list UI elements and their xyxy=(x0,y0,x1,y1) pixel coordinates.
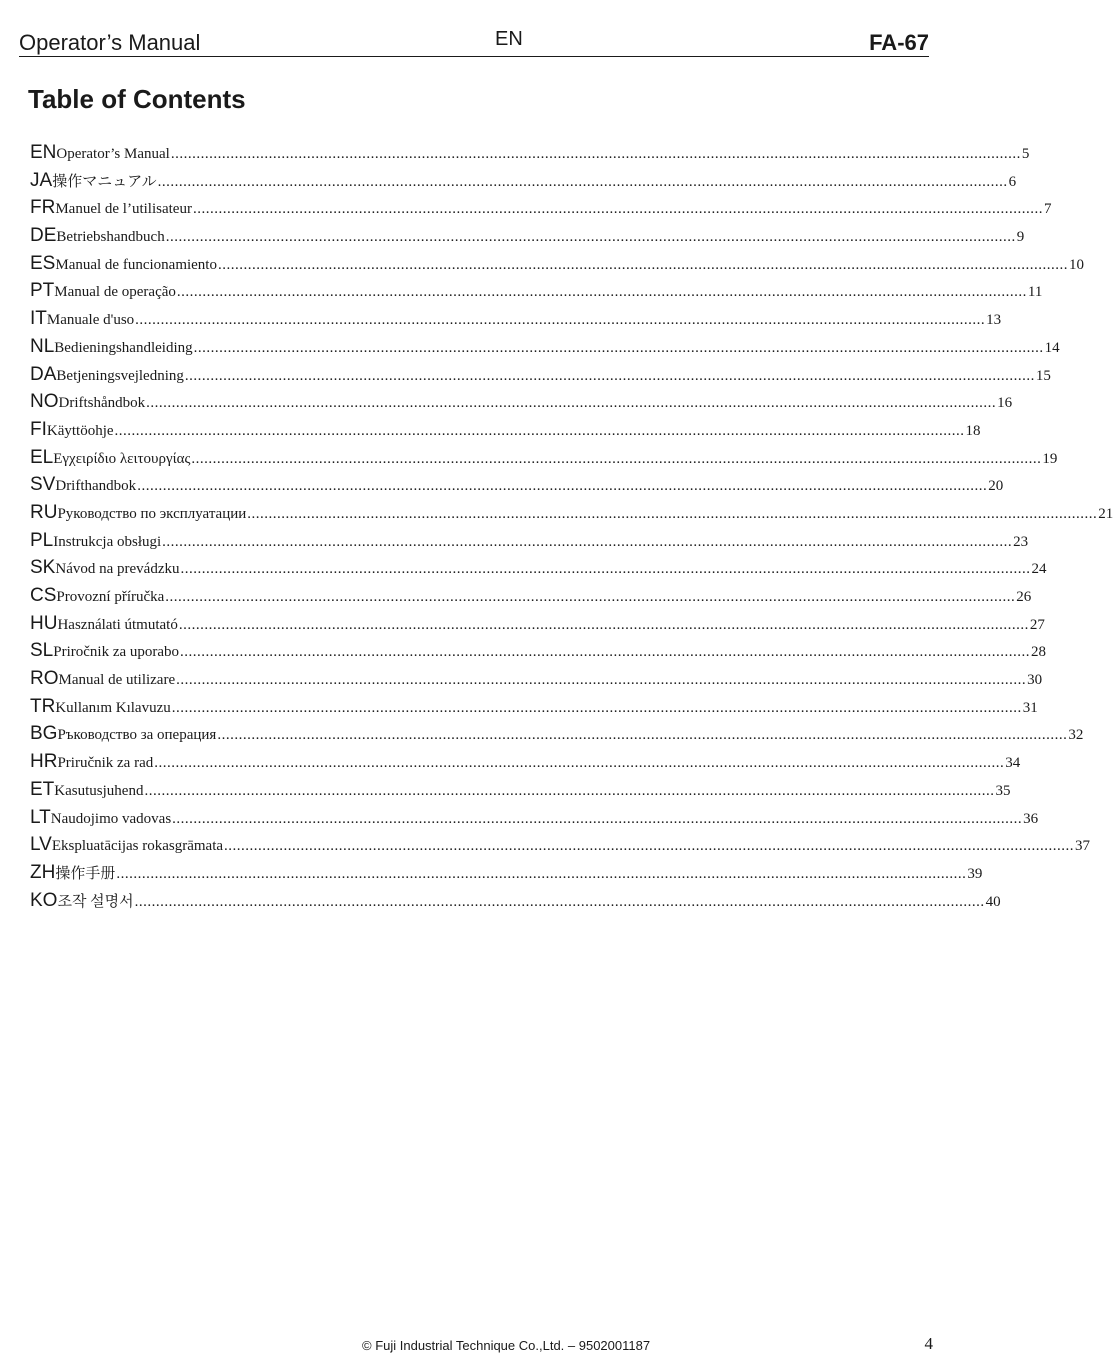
dot-leader xyxy=(135,312,985,329)
toc-entry[interactable] xyxy=(54,340,1059,357)
toc-page-number[interactable]: 6 xyxy=(1008,173,1017,190)
toc-entry-title[interactable]: Használati útmutató xyxy=(57,616,178,633)
toc-language-code: FR xyxy=(30,197,56,219)
dot-leader xyxy=(224,838,1074,855)
toc-page-number[interactable]: 15 xyxy=(1035,367,1051,384)
toc-entry-title[interactable]: 操作マニュアル xyxy=(52,173,157,190)
dot-leader xyxy=(172,700,1022,717)
toc-language-code: HR xyxy=(30,751,58,773)
toc-page-number[interactable]: 23 xyxy=(1013,533,1029,550)
toc-row[interactable] xyxy=(30,861,983,890)
dot-leader xyxy=(177,284,1027,301)
dot-leader xyxy=(194,340,1044,357)
toc-row[interactable] xyxy=(30,363,1051,392)
toc-entry-title[interactable]: Provozní příručka xyxy=(56,589,165,605)
toc-row[interactable] xyxy=(30,169,1017,198)
toc-row[interactable] xyxy=(30,529,1029,558)
toc-language-code: EL xyxy=(30,446,54,468)
toc-entry-title[interactable]: Bedieningshandleiding xyxy=(54,339,193,356)
toc-entry[interactable] xyxy=(54,783,1010,800)
toc-entry-title[interactable]: Ekspluatācijas rokasgrāmata xyxy=(51,838,224,855)
toc-entry[interactable] xyxy=(47,423,981,440)
toc-entry-title[interactable]: Руководство по эксплуатации xyxy=(57,505,247,522)
toc-entry[interactable] xyxy=(51,811,1038,828)
toc-entry-title[interactable]: 조작 설명서 xyxy=(57,893,134,910)
toc-entry[interactable] xyxy=(57,506,1113,523)
toc-entry[interactable] xyxy=(47,312,1001,329)
dot-leader xyxy=(172,811,1022,828)
toc-entry-title[interactable]: Manual de operação xyxy=(54,284,176,301)
toc-page-number[interactable]: 16 xyxy=(997,395,1013,412)
toc-heading: Table of Contents xyxy=(28,84,246,114)
toc-row[interactable] xyxy=(30,418,981,447)
toc-language-code: NL xyxy=(30,335,55,357)
toc-page-number[interactable]: 26 xyxy=(1016,589,1032,605)
dot-leader xyxy=(135,894,985,911)
toc-row[interactable] xyxy=(30,225,1025,253)
toc-language-code: CS xyxy=(30,585,57,606)
toc-entry-title[interactable]: Manual de funcionamiento xyxy=(55,256,217,273)
toc-entry[interactable] xyxy=(59,672,1043,689)
toc-page-number[interactable]: 31 xyxy=(1022,699,1038,716)
toc-language-code: IT xyxy=(30,308,47,330)
toc-entry[interactable] xyxy=(55,862,982,883)
model-number: FA-67 xyxy=(869,30,929,55)
toc-row[interactable] xyxy=(30,335,1060,364)
toc-entry[interactable] xyxy=(55,478,1003,495)
language-code: EN xyxy=(495,28,523,50)
toc-page-number[interactable]: 40 xyxy=(985,893,1001,910)
toc-entry[interactable] xyxy=(59,395,1013,412)
toc-page-number[interactable]: 7 xyxy=(1043,201,1052,218)
toc-entry[interactable] xyxy=(54,284,1042,301)
dot-leader xyxy=(191,451,1041,468)
toc-entry-title[interactable]: Εγχειρίδιο λειτουργίας xyxy=(53,450,191,467)
toc-language-code: LV xyxy=(30,834,52,856)
dot-leader xyxy=(180,644,1030,661)
toc-page-number[interactable]: 24 xyxy=(1031,561,1047,578)
toc-row[interactable] xyxy=(30,585,1032,613)
toc-page-number[interactable]: 36 xyxy=(1023,810,1039,827)
toc-entry[interactable] xyxy=(55,257,1084,274)
toc-row[interactable] xyxy=(30,142,1030,170)
dot-leader xyxy=(179,617,1029,634)
dot-leader xyxy=(165,589,1015,606)
toc-row[interactable] xyxy=(30,280,1043,308)
dot-leader xyxy=(154,755,1004,772)
toc-language-code: KO xyxy=(30,889,58,911)
toc-entry-title[interactable]: Instrukcja obsługi xyxy=(53,533,162,550)
dot-leader xyxy=(158,174,1008,191)
toc-page-number[interactable]: 9 xyxy=(1016,229,1025,246)
toc-page-number[interactable]: 35 xyxy=(995,782,1011,799)
toc-entry-title[interactable]: Käyttöohje xyxy=(46,422,114,439)
toc-row[interactable] xyxy=(30,197,1052,225)
toc-language-code: PT xyxy=(30,280,55,302)
toc-entry-title[interactable]: Driftshåndbok xyxy=(58,395,146,412)
toc-row[interactable] xyxy=(30,640,1047,668)
toc-entry[interactable] xyxy=(57,890,1000,911)
toc-language-code: PL xyxy=(30,529,54,551)
dot-leader xyxy=(116,866,966,883)
toc-row[interactable] xyxy=(30,695,1038,724)
dot-leader xyxy=(144,783,994,800)
toc-entry[interactable] xyxy=(56,368,1050,385)
toc-row[interactable] xyxy=(30,474,1004,502)
toc-entry-title[interactable]: Kullanım Kılavuzu xyxy=(55,699,171,716)
toc-entry[interactable] xyxy=(57,755,1020,772)
dot-leader xyxy=(217,727,1067,744)
toc-entry-title[interactable]: Betriebshandbuch xyxy=(56,229,165,246)
dot-leader xyxy=(247,506,1097,523)
toc-entry-title[interactable]: Manual de utilizare xyxy=(58,672,176,689)
dot-leader xyxy=(162,534,1012,551)
toc-language-code: EN xyxy=(30,142,57,163)
toc-entry[interactable] xyxy=(57,727,1083,744)
toc-page-number[interactable]: 30 xyxy=(1027,672,1043,689)
toc-entry[interactable] xyxy=(52,170,1016,191)
dot-leader xyxy=(176,672,1026,689)
dot-leader xyxy=(185,368,1035,385)
toc-row[interactable] xyxy=(30,501,1113,530)
table-of-contents xyxy=(30,142,1113,917)
toc-page-number[interactable]: 18 xyxy=(965,422,981,439)
toc-row[interactable] xyxy=(30,391,1013,419)
toc-language-code: RO xyxy=(30,668,59,690)
toc-entry-title[interactable]: Priručnik za rad xyxy=(57,755,154,772)
dot-leader xyxy=(180,561,1030,578)
toc-entry[interactable] xyxy=(52,838,1090,855)
toc-page-number[interactable]: 14 xyxy=(1044,339,1060,356)
toc-row[interactable] xyxy=(30,252,1084,281)
toc-row[interactable] xyxy=(30,668,1043,696)
toc-entry-title[interactable]: Návod na prevádzku xyxy=(55,561,180,578)
toc-page-number[interactable]: 11 xyxy=(1027,284,1043,301)
toc-page-number[interactable]: 34 xyxy=(1005,755,1021,772)
dot-leader xyxy=(146,395,996,412)
dot-leader xyxy=(193,201,1043,218)
toc-language-code: JA xyxy=(30,169,53,191)
toc-entry[interactable] xyxy=(57,617,1044,634)
toc-page-number[interactable]: 27 xyxy=(1029,616,1045,633)
toc-row[interactable] xyxy=(30,308,1002,336)
toc-page-number[interactable]: 19 xyxy=(1042,450,1058,467)
dot-leader xyxy=(218,257,1068,274)
toc-row[interactable] xyxy=(30,446,1058,475)
toc-language-code: TR xyxy=(30,695,56,717)
toc-entry-title[interactable]: Priročnik za uporabo xyxy=(53,644,180,661)
toc-entry-title[interactable]: Manuale d'uso xyxy=(46,312,135,329)
toc-entry[interactable] xyxy=(53,644,1046,661)
toc-page-number[interactable]: 28 xyxy=(1031,644,1047,661)
toc-entry[interactable] xyxy=(55,201,1051,218)
dot-leader xyxy=(137,478,987,495)
toc-language-code: ET xyxy=(30,778,55,800)
toc-entry-title[interactable]: Kasutusjuhend xyxy=(54,782,144,799)
dot-leader xyxy=(166,229,1016,246)
toc-language-code: ES xyxy=(30,252,56,274)
dot-leader xyxy=(171,146,1021,163)
toc-row[interactable] xyxy=(30,834,1091,862)
toc-entry-title[interactable]: Drifthandbok xyxy=(55,478,137,495)
page-number: 4 xyxy=(924,1334,933,1353)
toc-language-code: ZH xyxy=(30,861,56,883)
toc-entry-title[interactable]: Ръководство за операция xyxy=(57,727,217,744)
toc-row[interactable] xyxy=(30,806,1039,835)
toc-entry[interactable] xyxy=(56,229,1024,246)
toc-row[interactable] xyxy=(30,612,1045,641)
toc-entry-title[interactable]: Operator’s Manual xyxy=(56,146,170,162)
toc-row[interactable] xyxy=(30,557,1047,585)
toc-page-number[interactable]: 21 xyxy=(1098,505,1113,522)
toc-entry[interactable] xyxy=(55,561,1046,578)
toc-language-code: FI xyxy=(30,418,47,440)
document-title: Operator’s Manual xyxy=(19,30,201,55)
toc-entry-title[interactable]: Naudojimo vadovas xyxy=(50,810,172,827)
toc-language-code: DA xyxy=(30,363,57,385)
toc-language-code: DE xyxy=(30,225,57,247)
toc-entry[interactable] xyxy=(56,589,1031,606)
toc-page-number[interactable]: 10 xyxy=(1068,256,1084,273)
toc-page-number[interactable]: 39 xyxy=(967,865,983,882)
toc-entry[interactable] xyxy=(55,700,1037,717)
toc-entry-title[interactable]: Betjeningsvejledning xyxy=(56,367,184,384)
toc-language-code: HU xyxy=(30,612,58,634)
toc-row[interactable] xyxy=(30,723,1084,751)
toc-language-code: RU xyxy=(30,501,58,523)
toc-entry[interactable] xyxy=(56,146,1029,163)
toc-entry-title[interactable]: 操作手册 xyxy=(55,865,116,882)
footer-copyright: © Fuji Industrial Technique Co.,Ltd. – 9502001187 xyxy=(362,1338,651,1353)
toc-row[interactable] xyxy=(30,889,1001,918)
page-header xyxy=(19,26,929,57)
toc-language-code: BG xyxy=(30,723,58,745)
toc-page-number[interactable]: 5 xyxy=(1021,146,1030,162)
toc-language-code: NO xyxy=(30,391,59,413)
toc-language-code: SV xyxy=(30,474,56,496)
toc-language-code: SK xyxy=(30,557,56,579)
toc-entry[interactable] xyxy=(53,451,1057,468)
toc-row[interactable] xyxy=(30,778,1011,807)
toc-page-number[interactable]: 20 xyxy=(988,478,1004,495)
toc-language-code: SL xyxy=(30,640,54,662)
toc-entry-title[interactable]: Manuel de l’utilisateur xyxy=(55,201,192,218)
toc-page-number[interactable]: 32 xyxy=(1068,727,1084,744)
toc-language-code: LT xyxy=(30,806,51,828)
toc-page-number[interactable]: 37 xyxy=(1075,838,1091,855)
toc-page-number[interactable]: 13 xyxy=(986,312,1002,329)
toc-row[interactable] xyxy=(30,751,1021,779)
dot-leader xyxy=(115,423,965,440)
toc-entry[interactable] xyxy=(53,534,1028,551)
